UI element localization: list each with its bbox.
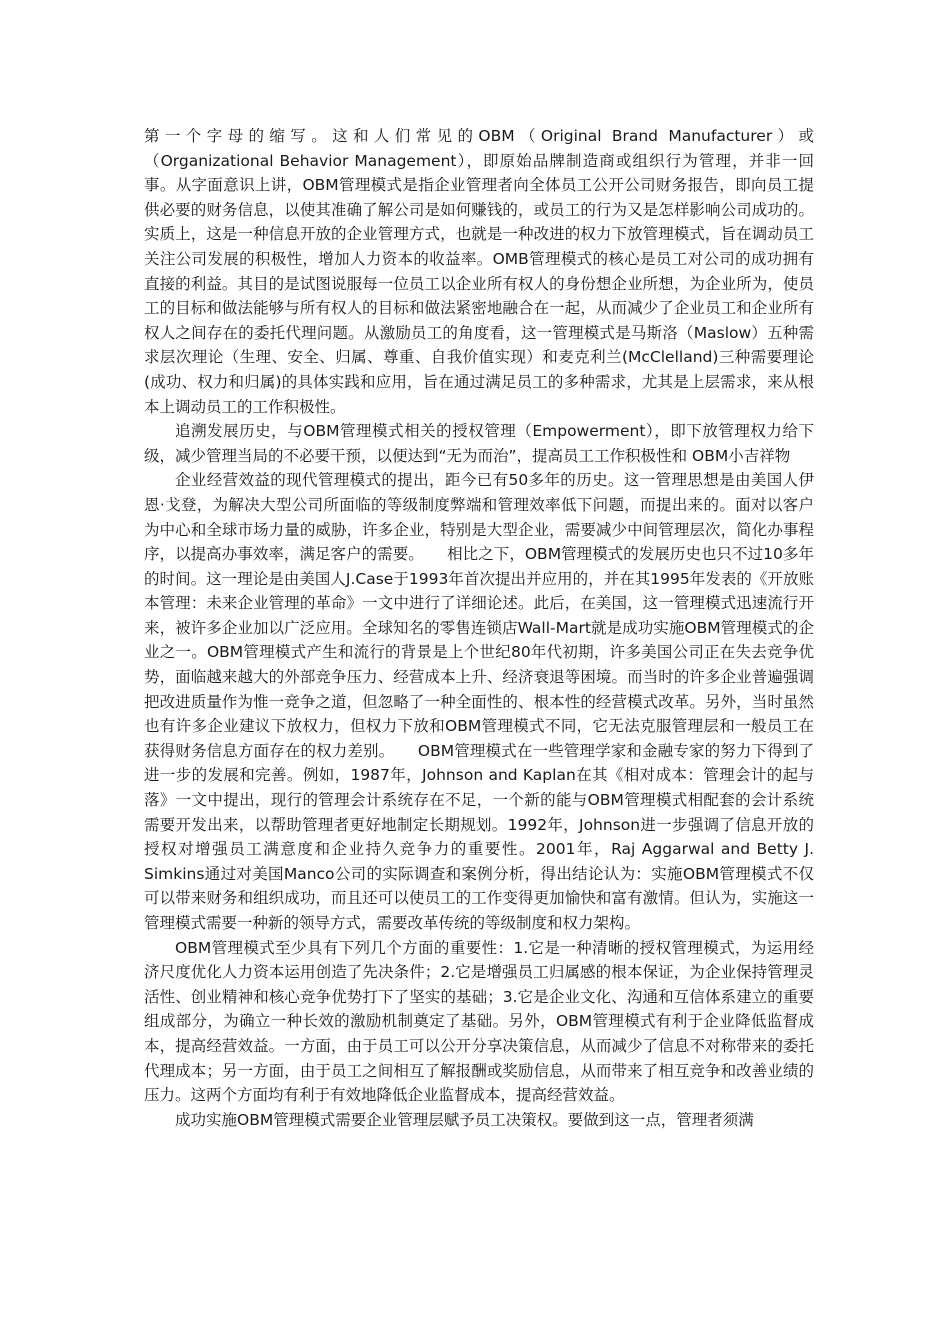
paragraph-2: 追溯发展历史，与OBM管理模式相关的授权管理（Empowerment），即下放管理权力给下级，减少管理当局的不必要干预，以便达到“无为而治”，提高员工工作积极性和 OBM小吉祥物 [144, 422, 814, 465]
paragraph-3: 企业经营效益的现代管理模式的提出，距今已有50多年的历史。这一管理思想是由美国人伊恩·戈登，为解决大型公司所面临的等级制度弊端和管理效率低下问题，而提出来的。面对以客户为中心和全球市场力量的威胁，许多企业，特别是大型企业，需要减少中间管理层次，简化办事程序，以提高办事效率，满足客户的需要。 相比之下，OBM管理模式的发展历史也只不过10多年的时间。这一理论是由美国人J.Case于1993年首次提出并应用的，并在其1995年发表的《开放账本管理：未来企业管理的革命》一文中进行了详细论述。此后，在美国，这一管理模式迅速流行开来，被许多企业加以广泛应用。全球知名的零售连锁店Wall-Mart就是成功实施OBM管理模式的企业之一。OBM管理模式产生和流行的背景是上个世纪80年代初期，许多美国公司正在失去竞争优势，面临越来越大的外部竞争压力、经营成本上升、经济衰退等困境。而当时的许多企业普遍强调把改进质量作为惟一竞争之道，但忽略了一种全面性的、根本性的经营模式改革。另外，当时虽然也有许多企业建议下放权力，但权力下放和OBM管理模式不同，它无法克服管理层和一般员工在获得财务信息方面存在的权力差别。 OBM管理模式在一些管理学家和金融专家的努力下得到了进一步的发展和完善。例如，1987年，Johnson and Kaplan在其《相对成本：管理会计的起与落》一文中提出，现行的管理会计系统存在不足，一个新的能与OBM管理模式相配套的会计系统需要开发出来，以帮助管理者更好地制定长期规划。1992年，Johnson进一步强调了信息开放的授权对增强员工满意度和企业持久竞争力的重要性。2001年，Raj Aggarwal and Betty J. Simkins通过对美国Manco公司的实际调查和案例分析，得出结论认为：实施OBM管理模式不仅可以带来财务和组织成功，而且还可以使员工的工作变得更加愉快和富有激情。但认为，实施这一管理模式需要一种新的领导方式，需要改革传统的等级制度和权力架构。 [144, 471, 814, 932]
paragraph-5: 成功实施OBM管理模式需要企业管理层赋予员工决策权。要做到这一点，管理者须满 [175, 1110, 754, 1129]
paragraph-1: 第一个字母的缩写。这和人们常见的OBM（Original Brand Manufacturer）或（Organizational Behavior Management），即原始品牌制造商或组织行为管理，并非一回事。从字面意识上讲，OBM管理模式是指企业管理者向全体员工公开公司财务报告，即向员工提供必要的财务信息，以使其准确了解公司是如何赚钱的，或员工的行为又是怎样影响公司成功的。实质上，这是一种信息开放的企业管理方式，也就是一种改进的权力下放管理模式，旨在调动员工关注公司发展的积极性，增加人力资本的收益率。OMB管理模式的核心是员工对公司的成功拥有直接的利益。其目的是试图说服每一位员工以企业所有权人的身份想企业所想，为企业所为，使员工的目标和做法能够与所有权人的目标和做法紧密地融合在一起，从而减少了企业员工和企业所有权人之间存在的委托代理问题。从激励员工的角度看，这一管理模式是马斯洛（Maslow）五种需求层次理论（生理、安全、归属、尊重、自我价值实现）和麦克利兰(McClelland)三种需要理论(成功、权力和归属)的具体实践和应用，旨在通过满足员工的多种需求，尤其是上层需求，来从根本上调动员工的工作积极性。 [144, 127, 814, 416]
paragraph-4: OBM管理模式至少具有下列几个方面的重要性：1.它是一种清晰的授权管理模式，为运用经济尺度优化人力资本运用创造了先决条件；2.它是增强员工归属感的根本保证，为企业保持管理灵活性、创业精神和核心竞争优势打下了坚实的基础；3.它是企业文化、沟通和互信体系建立的重要组成部分，为确立一种长效的激励机制奠定了基础。另外，OBM管理模式有利于企业降低监督成本，提高经营效益。一方面，由于员工可以公开分享决策信息，从而减少了信息不对称带来的委托代理成本；另一方面，由于员工之间相互了解报酬或奖励信息，从而带来了相互竞争和改善业绩的压力。这两个方面均有利于有效地降低企业监督成本，提高经营效益。 [144, 938, 814, 1105]
document-body [144, 124, 814, 1132]
